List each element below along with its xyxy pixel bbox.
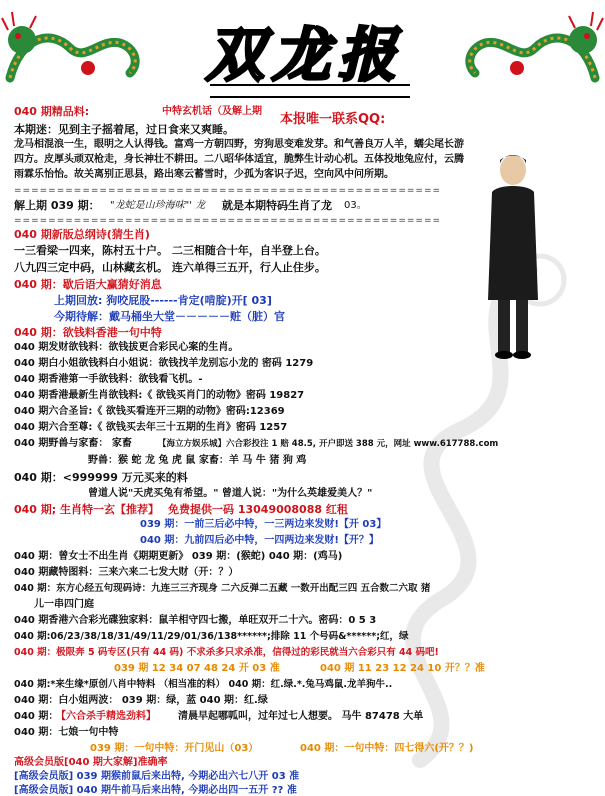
dragon-left-icon bbox=[0, 8, 150, 96]
list-item: 040 期：东方心经五句现码诗：九连三三齐现身 二六反弹二五藏 一数开出配三四 五合数二六取 猪 bbox=[14, 583, 431, 594]
list-item: 040 期：<999999 万元买来的料 bbox=[14, 471, 188, 484]
section-header: 040 期; 生肖特一玄【推荐】 bbox=[14, 503, 160, 516]
list-item: 040 期发财欲钱料：欲钱拔更合彩民心案的生肖。 bbox=[14, 342, 239, 353]
list-item: 040 期香港六合彩光碟独家料：鼠羊相守四七搬，单旺双开二十六。密码：0 5 3 bbox=[14, 615, 377, 626]
section-header: 040 期：欲钱料香港一句中特 bbox=[14, 326, 162, 339]
free-code-offer: 免费提供一码 13049008088 红租 bbox=[168, 503, 348, 516]
list-item: [高级会员版] 040 期牛前马后来出特, 今期必出四一五开 ?? 准 bbox=[14, 785, 297, 796]
list-item: 040 期香港最新生肖欲钱料:《 欲钱买肖门的动物》密码 19827 bbox=[14, 390, 305, 401]
quote-line: 曾道人说"天虎买兔有希望。" 曾道人说："为什么英雄爱美人？" bbox=[88, 488, 373, 499]
divider: ================================================== bbox=[14, 186, 442, 196]
last-answer: 上期回放: 狗咬屁股------肯定(啃腚)开[ 03] bbox=[54, 294, 272, 307]
riddle-line: 本期迷：见到主子摇着尾，过日食来又爽睡。 bbox=[14, 123, 234, 136]
prediction-line: 040 期 11 23 12 24 10 开？？准 bbox=[320, 663, 485, 674]
poem-line: 雨霖乐怡怡。故关离别正思县，路出寒云蓄雪时，少孤为客识子迟，空向风中问所期。 bbox=[14, 169, 394, 180]
man-portrait bbox=[478, 150, 548, 360]
prediction-line: 039 期 12 34 07 48 24 开 03 准 bbox=[114, 663, 280, 674]
list-item: [高级会员版] 039 期猴前鼠后来出特, 今期必出六七八开 03 准 bbox=[14, 771, 300, 782]
poem-line: 一三看梁一四来，陈村五十户。 二三相随合十年，自半登上台。 bbox=[14, 244, 326, 257]
prediction-line: 039 期：一前三后必中特，一三两边来发财!【开 03】 bbox=[140, 519, 387, 530]
title-underline bbox=[210, 84, 410, 98]
list-item: 040 期:06/23/38/18/31/49/11/29/01/36/138******;排除 11 个号码&******;红，绿 bbox=[14, 631, 409, 642]
poem-line: 龙马相混浪一生，眼明之人认得钱。富鸡一方朝四野，穷狗思变难发芽。和气善良万人羊，蠕尖尾长游 bbox=[14, 139, 464, 150]
prediction-line: 040 期：九前四后必中特，一四两边来发财!【开？】 bbox=[140, 535, 379, 546]
section-header: 高级会员版[040 期大家解]准确率 bbox=[14, 757, 168, 768]
prediction-line: 040 期：一句中特：四七得六(开？？) bbox=[300, 743, 474, 754]
answer-text: 就是本期特码生肖了龙 bbox=[222, 199, 332, 212]
contact-qq: 本报唯一联系QQ: bbox=[280, 112, 386, 127]
poem-line: 四方。皮厚头顽双枪走，身长神壮不耕田。二八昭华体适宜，脆弊生计动心机。五体投地兔应付，云腾 bbox=[14, 154, 464, 165]
list-item: 040 期：曾女士不出生肖《期期更新》 039 期：(猴蛇) 040 期：(鸡马) bbox=[14, 551, 343, 562]
section-subheader: 中特玄机话（及解上期 bbox=[162, 106, 262, 117]
list-item: 040 期白小姐欲钱料白小姐说：欲钱找羊龙别忘小龙的 密码 1279 bbox=[14, 358, 314, 369]
list-item: 040 期香港第一手欲钱料：欲钱看飞机。- bbox=[14, 374, 203, 385]
prediction-line: 039 期：一句中特：开门见山（03） bbox=[90, 743, 259, 754]
masthead-title: 双龙报 bbox=[205, 21, 404, 89]
section-header: 【六合杀手精选劲料】 bbox=[56, 711, 156, 722]
list-item: 040 期：七娘一句中特 bbox=[14, 727, 119, 738]
list-item: 040 期:*来生缘*原创八肖中特料 （相当准的料） 040 期：红.绿.*.兔马鸡鼠.龙羊狗牛.. bbox=[14, 679, 393, 690]
list-item: 040 期：白小姐两波： 039 期：绿，蓝 040 期：红.绿 bbox=[14, 695, 268, 706]
section-header: 040 期新版总纲诗(猜生肖) bbox=[14, 228, 150, 241]
list-item: 清晨早起哪呱叫，过年过七人想要。 马牛 87478 大单 bbox=[178, 711, 424, 722]
ad-banner[interactable]: 【海立方娱乐城】六合彩投注 1 赔 48.5, 开户即送 388 元，网址 www.617788.com bbox=[158, 439, 499, 449]
divider: ================================================== bbox=[14, 216, 442, 226]
poem-line: 八九四三定中码，山林藏玄机。 连六单得三五开，行人止住步。 bbox=[14, 261, 326, 274]
section-header: 040 期精品料: bbox=[14, 105, 90, 118]
list-item: 040 期六合至尊:《 欲钱买去年三十五期的生肖》密码 1257 bbox=[14, 422, 288, 433]
masthead bbox=[0, 0, 605, 100]
list-item: 040 期野兽与家畜： 家畜 bbox=[14, 438, 132, 449]
list-item: 040 期藏特图料：三来六来二七发大财（开：？） bbox=[14, 567, 239, 578]
list-item: 儿一串四门庭 bbox=[34, 599, 94, 610]
section-header: 040 期：极限奔 5 码专区(只有 44 码) 不求杀多只求杀准，信得过的彩民就当六合彩只有 44 码吧! bbox=[14, 647, 439, 658]
watermark-dragon-icon bbox=[330, 250, 600, 770]
section-header: 040 期：歇后语大赢猜好消息 bbox=[14, 278, 162, 291]
current-riddle: 今期待解：戴马桶坐大堂－－－－－赃（脏）官 bbox=[54, 310, 285, 323]
list-item: 040 期： bbox=[14, 711, 59, 722]
list-item: 040 期六合圣旨:《 欲钱买看连开三期的动物》密码:12369 bbox=[14, 406, 285, 417]
animal-list: 野兽：猴 蛇 龙 兔 虎 鼠 家畜：羊 马 牛 猪 狗 鸡 bbox=[88, 455, 307, 466]
answer-label: 解上期 039 期： bbox=[14, 199, 100, 212]
dragon-right-icon bbox=[455, 8, 605, 96]
answer-quote: "龙蛇是山珍海味"' 龙 bbox=[110, 200, 206, 211]
answer-number: 03。 bbox=[344, 200, 367, 211]
